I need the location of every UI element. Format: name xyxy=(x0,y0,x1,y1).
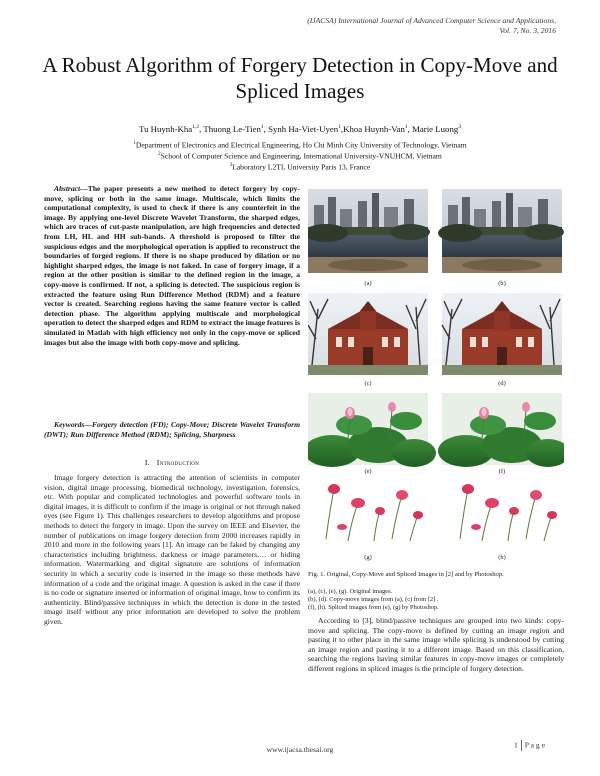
author: Marie Luong$^3$ xyxy=(412,124,461,134)
running-head xyxy=(307,16,556,36)
image-e xyxy=(308,393,436,467)
keywords-text: —Forgery detection (FD); Copy-Move; Discrete Wavelet Transform (DWT); Run Difference Method (RDM); Splicing, Sharpness xyxy=(44,420,300,439)
label-e: (e) xyxy=(364,468,372,475)
keywords-label: Keywords xyxy=(54,420,85,429)
figure-note: (a), (c), (e), (g). Original images. xyxy=(308,588,393,595)
label-f: (f) xyxy=(498,468,506,475)
right-paragraph: According to [3], blind/passive techniques are grouped into two kinds: copy-move and splicing. The copy-move is defined by cutting an image region and pasting it to other place in the same image while splicing is understood by cutting an image region and pasting it to a different image. Based on this classification, searching the regions having similar features in copy-move images or completely different regions in spliced images is the principle of forgery detection. xyxy=(308,616,564,673)
label-b: (b) xyxy=(498,280,506,287)
journal-name: (IJACSA) International Journal of Advanced Computer Science and Applications, xyxy=(307,16,556,25)
author: Tu Huynh-Kha$^{1,2}$ xyxy=(139,124,200,134)
figure-notes xyxy=(308,588,564,612)
journal-url: www.ijacsa.thesai.org xyxy=(266,745,334,754)
image-d xyxy=(442,293,562,375)
abstract-label: Abstract xyxy=(54,184,81,193)
affiliation: $^2$School of Computer Science and Engineering, International University-VNUHCM, Vietnam xyxy=(158,151,442,161)
figure-1 xyxy=(308,189,564,569)
image-c xyxy=(308,293,428,375)
journal-volume: Vol. 7, No. 3, 2016 xyxy=(499,26,556,35)
label-d: (d) xyxy=(498,380,506,387)
label-a: (a) xyxy=(364,280,372,287)
author: Synh Ha-Viet-Uyen$^1$ xyxy=(268,124,341,134)
figure-note: (b), (d). Copy-move images from (a), (c) from [2] . xyxy=(308,596,439,603)
intro-paragraph: Image forgery detection is attracting the attention of scientists in computer vision, digital image processing, biomedical technology, investigation, forensics, etc. With popular and complicated technologies and powerful software tools in digital images, it is difficult to confirm if the image is original or not through naked eyes (see Figure 1). This challenges researchers to develop algorithms and propose methods to detect the forgery in image. Upon the survey on IEEE and Elsevier, the number of publications on image forgery detection from 2000 increases rapidly in 2010 and more in the following years [1]. An image can be faked by changing any characteristics including brightness, darkness or image parameters,… or hiding information. Watermarking and digital signature are solutions of information security in which a security code is inserted in the image so these methods have information of a code and the original image. A question is asked in the case if there is no code or signature inserted or information of original image, how to confirm its authenticity. Blind/passive techniques in which the detection is done in the tested image itself without any prior information are developed to solve the problem given. xyxy=(44,473,300,626)
abstract-dash: — xyxy=(80,184,88,193)
image-f xyxy=(438,393,564,467)
page-number: 1 P a g e xyxy=(514,740,545,750)
figure-note: (f), (h). Spliced images from (e), (g) by Photoshop. xyxy=(308,604,439,611)
abstract xyxy=(44,184,300,347)
affiliation: $^3$Laboratory L2TI, University Paris 13, France xyxy=(229,162,371,172)
label-g: (g) xyxy=(364,554,372,561)
section-heading: I. Introduction xyxy=(144,458,200,467)
image-b xyxy=(438,189,564,273)
image-h xyxy=(442,481,562,547)
author-list: Tu Huynh-Kha$^{1,2}$, Thuong Le-Tien$^1$, Synh Ha-Viet-Uyen$^1$,Khoa Huynh-Van$^1$, Marie Luong$^3$ xyxy=(139,124,461,134)
label-c: (c) xyxy=(364,380,372,387)
figure-caption: Fig. 1. Original, Copy-Move and Spliced Images in [2] and by Photoshop. xyxy=(308,571,504,578)
keywords xyxy=(44,420,300,439)
author: Thuong Le-Tien$^1$ xyxy=(203,124,264,134)
affiliation: $^1$Department of Electronics and Electrical Engineering, Ho Chi Minh City University of Technology, Vietnam xyxy=(133,140,467,150)
author: Khoa Huynh-Van$^1$ xyxy=(343,124,408,134)
abstract-text: The paper presents a new method to detect forgery by copy-move, splicing or both in the same image. Multiscale, which limits the computational complexity, is used to check if there is any counterfeit in the image. By applying one-level Discrete Wavelet Transform, the sharped edges, which are traces of cut-paste manipulation, are high frequencies and detected from LH, HL and HH sub-bands. A threshold is proposed to filter the suspicious edges and the morphological operation is applied to reconstruct the boundaries of forged regions. If there is no shape produced by dilation or no highlight sharped edges, the image is not faked. In case of forgery image, if a region at the other position is similar to the defined region in the image, a copy-move is confirmed. If not, a splicing is detected. The suspicious region is extracted the feature using Run Difference Method (RDM) and a feature vector is created. Searching regions having the same feature vector is called detection phase. The algorithm applying multiscale and morphological operation to detect the sharped edges and RDM to extract the image features is simulated in Matlab with high efficiency not only in the copy-move or spliced images but also the image with both copy-move and splicing. xyxy=(44,184,300,347)
label-h: (h) xyxy=(498,554,506,561)
paper-title: A Robust Algorithm of Forgery Detection in Copy-Move and Spliced Images xyxy=(42,53,558,103)
image-g xyxy=(308,481,428,547)
image-a xyxy=(308,189,430,273)
